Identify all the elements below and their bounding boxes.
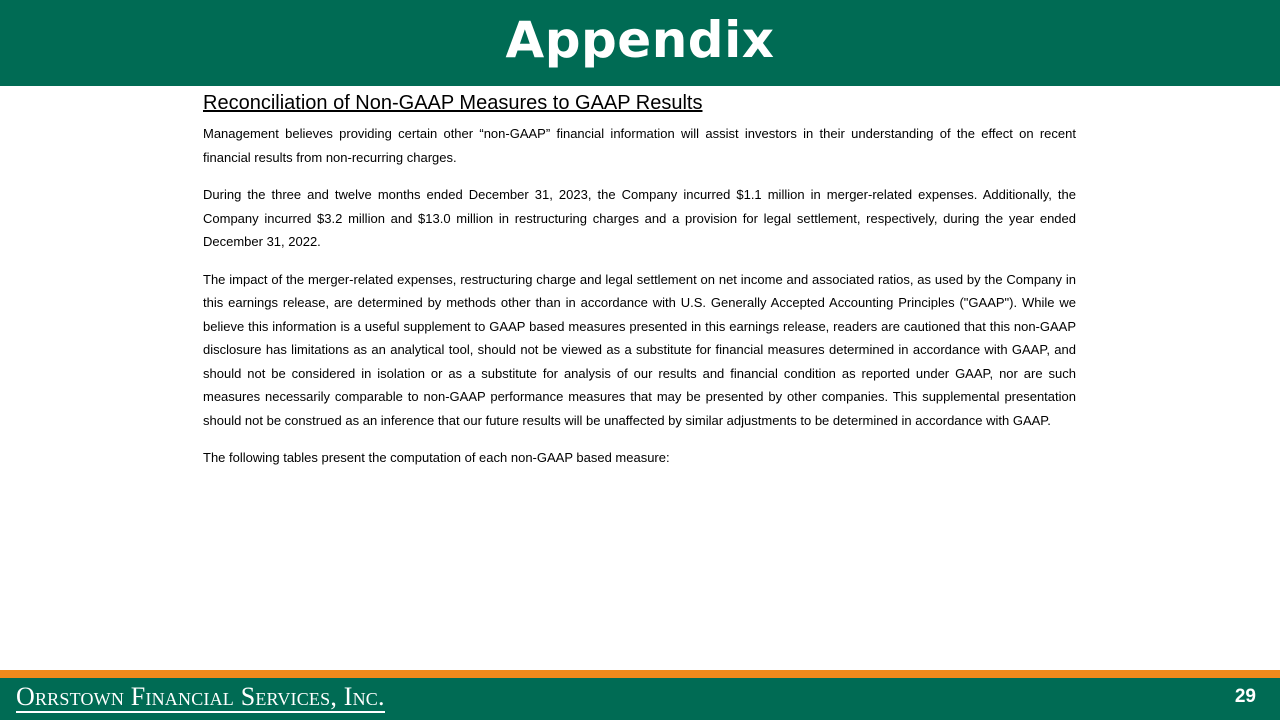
slide-title: Appendix bbox=[505, 11, 775, 69]
slide-header bbox=[0, 0, 1280, 86]
paragraph-impact: The impact of the merger-related expenses, restructuring charge and legal settlement on net income and associated ratios, as used by the Company in this earnings release, are determined by methods other than in accordance with U.S. Generally Accepted Accounting Principles ("GAAP"). While we believe this information is a useful supplement to GAAP based measures presented in this earnings release, readers are cautioned that this non-GAAP disclosure has limitations as an analytical tool, should not be viewed as a substitute for financial measures determined in accordance with GAAP, and should not be considered in isolation or as a substitute for analysis of our results and financial condition as reported under GAAP, nor are such measures necessarily comparable to non-GAAP performance measures that may be presented by other companies. This supplemental presentation should not be construed as an inference that our future results will be unaffected by similar adjustments to be determined in accordance with GAAP. bbox=[203, 271, 1076, 428]
page-number: 29 bbox=[1234, 686, 1256, 707]
paragraph-intro: Management believes providing certain other “non-GAAP” financial information will assist investors in their understanding of the effect on recent financial results from non-recurring charges. bbox=[203, 126, 1076, 165]
paragraph-tables-intro: The following tables present the computation of each non-GAAP based measure: bbox=[203, 450, 670, 465]
slide-content bbox=[203, 90, 1076, 484]
footer-accent-stripe bbox=[0, 670, 1280, 678]
slide-footer bbox=[0, 678, 1280, 720]
company-logo: Orrstown Financial Services, Inc. bbox=[16, 682, 385, 711]
paragraph-expenses: During the three and twelve months ended December 31, 2023, the Company incurred $1.1 million in merger-related expenses. Additionally, the Company incurred $3.2 million and $13.0 million in restructuring charges and a provision for legal settlement, respectively, during the year ended December 31, 2022. bbox=[203, 187, 1076, 249]
section-title: Reconciliation of Non-GAAP Measures to GAAP Results bbox=[203, 92, 703, 114]
